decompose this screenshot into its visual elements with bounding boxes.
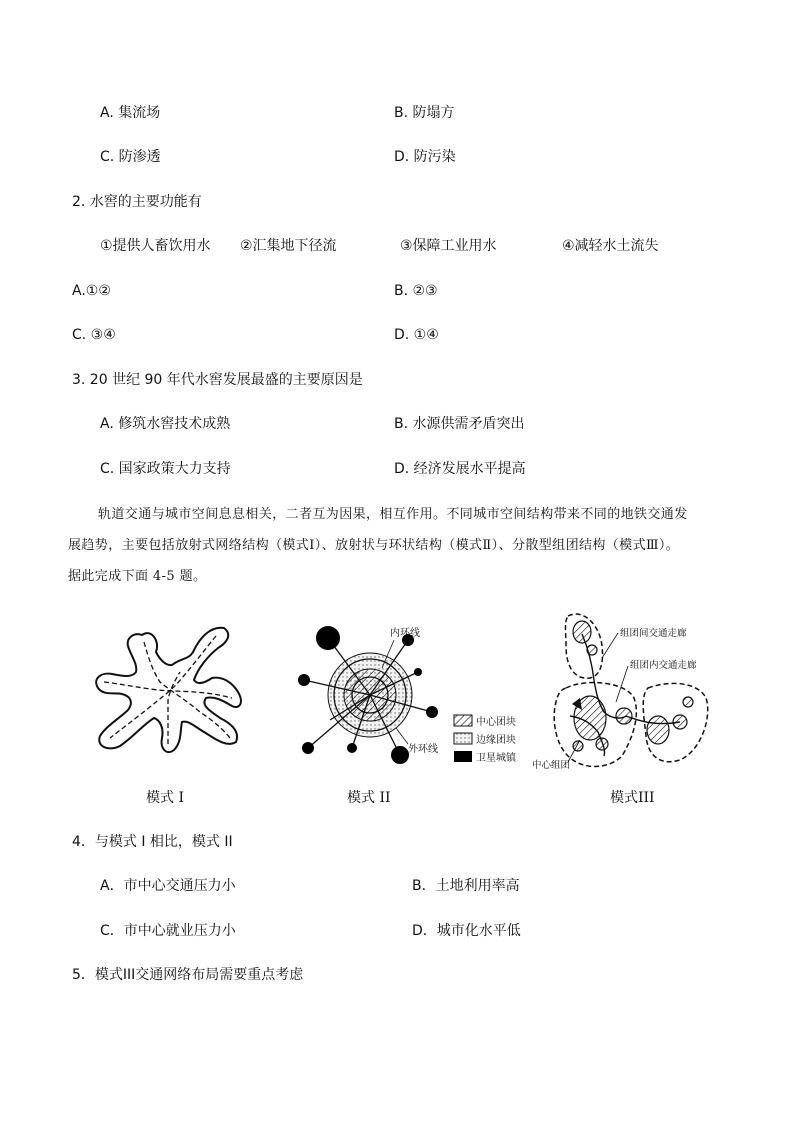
caption-mode-1: 模式 I bbox=[146, 790, 184, 806]
q3-option-b: B. 水源供需矛盾突出 bbox=[394, 416, 525, 432]
q4-option-b: B．土地利用率高 bbox=[412, 878, 520, 894]
passage-line-1: 轨道交通与城市空间息息相关，二者互为因果，相互作用。不同城市空间结构带来不同的地铁交通发 bbox=[98, 507, 688, 522]
label-between-group-corridor: 组团间交通走廊 bbox=[620, 628, 687, 639]
legend-center-block: 中心团块 bbox=[476, 717, 516, 728]
q1-option-c: C. 防渗透 bbox=[100, 149, 161, 165]
q2-item-4: ④减轻水土流失 bbox=[562, 238, 659, 254]
mode-1-diagram bbox=[82, 620, 262, 760]
legend-satellite-town: 卫星城镇 bbox=[476, 753, 516, 764]
q2-option-b: B. ②③ bbox=[394, 283, 438, 299]
q2-item-1: ①提供人畜饮用水 bbox=[100, 238, 211, 254]
q5-stem: 5．模式III交通网络布局需要重点考虑 bbox=[72, 967, 304, 983]
passage bbox=[68, 499, 728, 592]
q2-stem: 2. 水窖的主要功能有 bbox=[72, 194, 202, 210]
q1-option-b: B. 防塌方 bbox=[394, 105, 455, 121]
legend-edge-block: 边缘团块 bbox=[476, 735, 516, 746]
label-center-group: 中心组团 bbox=[532, 760, 571, 771]
passage-line-2: 展趋势，主要包括放射式网络结构（模式Ⅰ）、放射状与环状结构（模式Ⅱ）、分散型组团结构（模式Ⅲ）。 bbox=[68, 538, 680, 553]
q2-item-3: ③保障工业用水 bbox=[400, 238, 497, 254]
caption-mode-2: 模式 II bbox=[347, 790, 391, 806]
q1-option-a: A. 集流场 bbox=[100, 105, 161, 121]
q2-option-d: D. ①④ bbox=[394, 327, 439, 343]
q4-option-a: A．市中心交通压力小 bbox=[100, 878, 236, 894]
q3-option-a: A. 修筑水窖技术成熟 bbox=[100, 416, 231, 432]
q2-option-c: C. ③④ bbox=[72, 327, 116, 343]
q4-option-d: D．城市化水平低 bbox=[412, 923, 521, 939]
q4-option-c: C．市中心就业压力小 bbox=[100, 923, 236, 939]
q3-option-d: D. 经济发展水平提高 bbox=[394, 461, 526, 477]
q2-option-a: A.①② bbox=[72, 283, 111, 299]
passage-line-3: 据此完成下面 4-5 题。 bbox=[68, 569, 207, 584]
label-inner-ring: 内环线 bbox=[390, 628, 420, 639]
q1-option-d: D. 防污染 bbox=[394, 149, 456, 165]
q3-stem: 3. 20 世纪 90 年代水窖发展最盛的主要原因是 bbox=[72, 372, 363, 388]
q3-option-c: C. 国家政策大力支持 bbox=[100, 461, 231, 477]
q2-item-2: ②汇集地下径流 bbox=[240, 238, 337, 254]
mode-3-diagram bbox=[530, 606, 720, 776]
mode-2-diagram bbox=[290, 620, 470, 770]
label-outer-ring: 外环线 bbox=[408, 744, 438, 755]
q4-stem: 4．与模式 I 相比，模式 II bbox=[72, 834, 233, 850]
label-within-group-corridor: 组团内交通走廊 bbox=[630, 660, 697, 671]
caption-mode-3: 模式III bbox=[610, 790, 655, 806]
